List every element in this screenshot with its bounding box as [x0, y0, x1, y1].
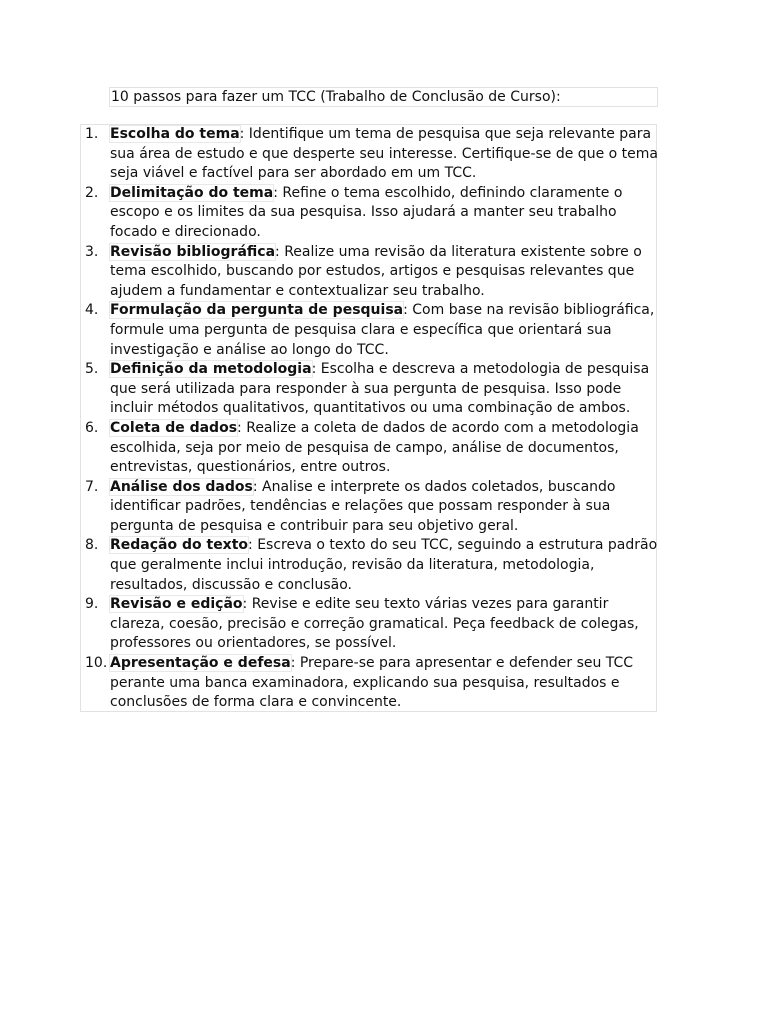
step-title: Delimitação do tema — [110, 184, 274, 201]
step-number: 4. — [85, 302, 99, 319]
steps-list — [80, 125, 658, 713]
list-item-step-1 — [80, 125, 658, 184]
step-title: Apresentação e defesa — [110, 655, 291, 672]
list-item-step-8 — [80, 536, 658, 595]
step-text: : Revise e edite seu texto várias vezes para garantir clareza, coesão, precisão e correção gramatical. Peça feedback de colegas, professores ou orientadores, se possível. — [110, 596, 639, 652]
list-item-step-7 — [80, 478, 658, 537]
step-number: 7. — [85, 478, 99, 495]
step-text: : Refine o tema escolhido, definindo claramente o escopo e os limites da sua pesquisa. Isso ajudará a manter seu trabalho focado e direcionado. — [110, 184, 623, 240]
step-number: 3. — [85, 243, 99, 260]
step-text: : Escreva o texto do seu TCC, seguindo a estrutura padrão que geralmente inclui introdução, revisão da literatura, metodologia, resultados, discussão e conclusão. — [110, 537, 658, 593]
step-title: Análise dos dados — [110, 478, 253, 495]
list-item-step-5 — [80, 360, 658, 419]
step-title: Redação do texto — [110, 537, 249, 554]
step-title: Escolha do tema — [110, 126, 240, 142]
list-item-step-10 — [80, 654, 658, 713]
document-intro: 10 passos para fazer um TCC (Trabalho de Conclusão de Curso): — [109, 87, 658, 107]
step-text: : Escolha e descreva a metodologia de pesquisa que será utilizada para responder à sua pergunta de pesquisa. Isso pode incluir métodos qualitativos, quantitativos ou uma combinação de ambos. — [110, 361, 650, 417]
step-text: : Analise e interprete os dados coletados, buscando identificar padrões, tendências e relações que possam responder à sua pergunta de pesquisa e contribuir para seu objetivo geral. — [110, 478, 616, 534]
step-number: 2. — [85, 184, 99, 201]
step-text: : Identifique um tema de pesquisa que seja relevante para sua área de estudo e que desperte seu interesse. Certifique-se de que o tema seja viável e factível para ser abordado em um TCC. — [110, 126, 658, 182]
step-title: Definição da metodologia — [110, 361, 312, 378]
step-text: : Prepare-se para apresentar e defender seu TCC perante uma banca examinadora, explicando sua pesquisa, resultados e conclusões de forma clara e convincente. — [110, 655, 634, 711]
step-title: Formulação da pergunta de pesquisa — [110, 302, 404, 319]
step-title: Coleta de dados — [110, 419, 238, 436]
step-number: 1. — [85, 126, 99, 142]
step-text: : Realize a coleta de dados de acordo com a metodologia escolhida, seja por meio de pesquisa de campo, análise de documentos, entrevistas, questionários, entre outros. — [110, 419, 639, 476]
step-title: Revisão e edição — [110, 596, 243, 613]
list-item-step-2 — [80, 184, 658, 243]
step-title: Revisão bibliográfica — [110, 243, 276, 260]
step-number: 5. — [85, 361, 99, 378]
list-item-step-4 — [80, 301, 658, 360]
step-text: : Realize uma revisão da literatura existente sobre o tema escolhido, buscando por estudos, artigos e pesquisas relevantes que ajudem a fundamentar e contextualizar seu trabalho. — [110, 243, 642, 299]
step-text: : Com base na revisão bibliográfica, formule uma pergunta de pesquisa clara e específica que orientará sua investigação e análise ao longo do TCC. — [110, 302, 655, 358]
list-item-step-6 — [80, 419, 658, 478]
step-number: 10. — [85, 655, 108, 672]
list-item-step-3 — [80, 243, 658, 302]
step-number: 9. — [85, 596, 99, 613]
step-number: 8. — [85, 537, 99, 554]
step-number: 6. — [85, 419, 99, 436]
list-item-step-9 — [80, 595, 658, 654]
